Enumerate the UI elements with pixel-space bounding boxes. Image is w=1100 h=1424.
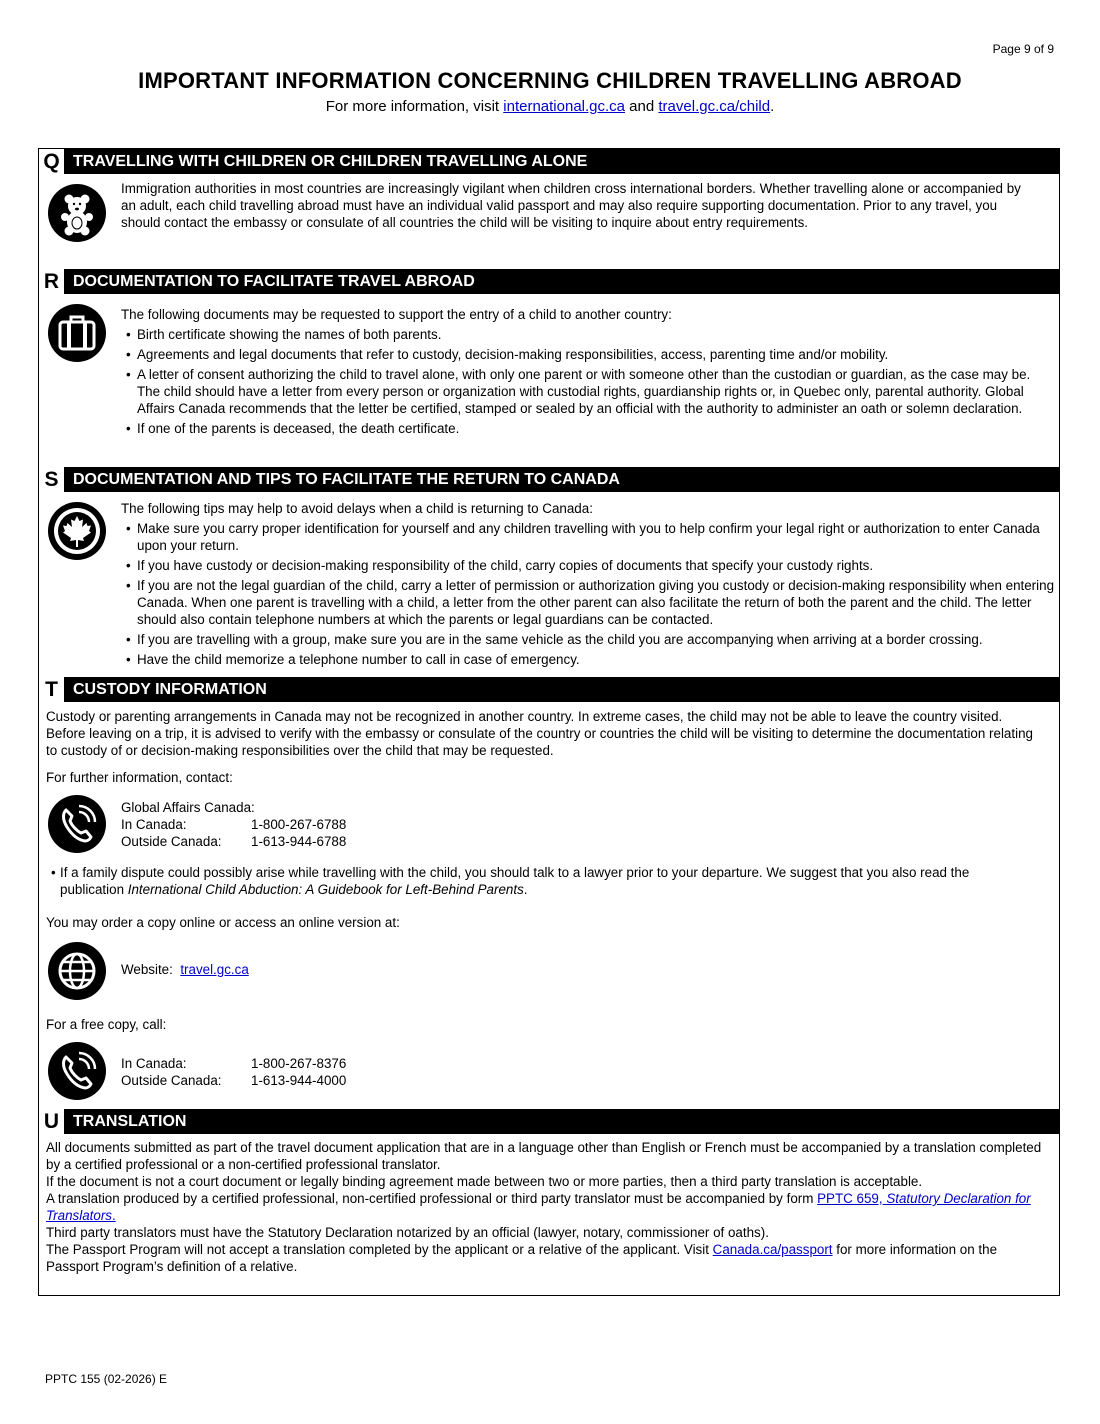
phone-icon xyxy=(48,795,106,853)
outside-canada-number: 1-613-944-6788 xyxy=(251,834,347,849)
translation-p5-end: for more information on the Passport Program’s definition of a relative. xyxy=(46,1242,998,1274)
list-item: • If you are not the legal guardian of the child, carry a letter of permission or authorization giving you custody or decision-making responsibility when entering Canada. When one parent is travelling with a child, a letter from the other parent can also facilitate the return of both the parent and the child. The letter should also contain telephone numbers at which the parents or legal guardians can be contacted. xyxy=(121,577,1056,628)
contact-row xyxy=(121,833,346,850)
translation-p4: Third party translators must have the Statutory Declaration notarized by an official (lawyer, notary, commissioner of oaths). xyxy=(46,1225,769,1240)
list-item: • A letter of consent authorizing the child to travel alone, with only one parent or with someone other than the custodian or guardian, as the case may be. The child should have a letter from every person or organization with custodial rights, guardianship rights or, in Quebec only, parental authority. Global Affairs Canada recommends that the letter be certified, stamped or sealed by an official with the authority to administer an oath or solemn declaration. xyxy=(121,366,1056,417)
list-item: • Have the child memorize a telephone number to call in case of emergency. xyxy=(121,651,1056,668)
page-title: IMPORTANT INFORMATION CONCERNING CHILDREN TRAVELLING ABROAD xyxy=(138,68,962,93)
section-q-letter: Q xyxy=(39,149,64,174)
maple-leaf-icon xyxy=(48,502,106,560)
form-footer: PPTC 155 (02-2026) E xyxy=(45,1372,168,1386)
globe-icon xyxy=(48,942,106,1000)
section-t-header xyxy=(39,677,1059,702)
website-line xyxy=(121,961,249,978)
in-canada-label: In Canada: xyxy=(121,817,187,832)
list-item: • If one of the parents is deceased, the death certificate. xyxy=(121,420,1056,437)
section-s-intro: The following tips may help to avoid delays when a child is returning to Canada: xyxy=(121,501,593,516)
subtitle-suffix: . xyxy=(770,98,775,115)
contact-global-affairs xyxy=(121,799,346,850)
page-number: Page 9 of 9 xyxy=(992,42,1054,56)
in-canada-label: In Canada: xyxy=(121,1056,187,1071)
website-label: Website: xyxy=(121,962,173,977)
list-item: • Agreements and legal documents that refer to custody, decision-making responsibilities, access, parenting time and/or mobility. xyxy=(121,346,1056,363)
statutory-declaration-label: Statutory Declaration for Translators xyxy=(46,1191,1031,1223)
pptc-659-label: PPTC 659, xyxy=(817,1191,887,1206)
section-r-letter: R xyxy=(39,269,64,294)
list-item: • Make sure you carry proper identification for yourself and any children travelling with you to help confirm your legal right or authorization to enter Canada upon your return. xyxy=(121,520,1056,554)
dispute-text: If a family dispute could possibly arise while travelling with the child, you should talk to a lawyer prior to your departure. We suggest that you also read the publication xyxy=(60,865,970,897)
section-r-intro: The following documents may be requested to support the entry of a child to another country: xyxy=(121,307,672,322)
section-s-letter: S xyxy=(39,467,64,492)
dispute-list-item xyxy=(46,864,1036,898)
list-item: • If you have custody or decision-making responsibility of the child, carry copies of documents that specify your custody rights. xyxy=(121,557,1056,574)
phone-icon xyxy=(48,1042,106,1100)
list-item: • If you are travelling with a group, make sure you are in the same vehicle as the child you are accompanying when arriving at a border crossing. xyxy=(121,631,1056,648)
dispute-end: . xyxy=(523,882,528,897)
translation-p5-text: The Passport Program will not accept a translation completed by the applicant or a relative of the applicant. Visit xyxy=(46,1242,713,1257)
order-copy-text: You may order a copy online or access an online version at: xyxy=(46,915,400,930)
section-t-paragraph: Custody or parenting arrangements in Canada may not be recognized in another country. In extreme cases, the child may not be able to leave the country visited. Before leaving on a trip, it is advised to verify with the embassy or consulate of the country or countries the child will be visiting to determine the documentation relating to custody of or decision-making responsibilities over the child that may be requested. xyxy=(46,709,1033,758)
travel-gc-link[interactable]: travel.gc.ca xyxy=(180,962,249,977)
free-copy-text: For a free copy, call: xyxy=(46,1017,167,1032)
section-r-heading: DOCUMENTATION TO FACILITATE TRAVEL ABROAD xyxy=(73,273,475,290)
section-t-heading: CUSTODY INFORMATION xyxy=(73,681,267,698)
in-canada-number: 1-800-267-8376 xyxy=(251,1056,347,1071)
further-info-text: For further information, contact: xyxy=(46,770,233,785)
outside-canada-label: Outside Canada: xyxy=(121,834,222,849)
outside-canada-label: Outside Canada: xyxy=(121,1073,222,1088)
international-link[interactable]: international.gc.ca xyxy=(503,98,626,115)
translation-p3-end: . xyxy=(111,1208,116,1223)
contact-row xyxy=(121,1055,346,1072)
page-subtitle xyxy=(0,98,1100,115)
contact-row xyxy=(121,816,346,833)
section-s-body xyxy=(121,500,1056,668)
contact-org: Global Affairs Canada: xyxy=(121,800,255,815)
contact-row xyxy=(121,1072,346,1089)
section-r-header xyxy=(39,269,1059,294)
section-u-letter: U xyxy=(39,1109,64,1134)
contact-free-copy xyxy=(121,1055,346,1089)
section-u-header xyxy=(39,1109,1059,1134)
section-r-body xyxy=(121,306,1056,437)
translation-p3 xyxy=(46,1190,1046,1224)
section-t-letter: T xyxy=(39,677,64,702)
travel-child-link[interactable]: travel.gc.ca/child xyxy=(658,98,771,115)
subtitle-prefix: For more information, visit xyxy=(325,98,504,115)
in-canada-number: 1-800-267-6788 xyxy=(251,817,347,832)
teddy-bear-icon xyxy=(48,184,106,242)
outside-canada-number: 1-613-944-4000 xyxy=(251,1073,347,1088)
translation-p2: If the document is not a court document or legally binding agreement made between two or more parties, then a third party translation is acceptable. xyxy=(46,1174,923,1189)
dispute-note xyxy=(46,864,1036,898)
section-s-header xyxy=(39,467,1059,492)
content-frame xyxy=(38,148,1060,1296)
publication-title: International Child Abduction: A Guidebook for Left-Behind Parents xyxy=(127,882,524,897)
list-item: • Birth certificate showing the names of both parents. xyxy=(121,326,1056,343)
section-q-header xyxy=(39,149,1059,174)
canada-passport-link[interactable]: Canada.ca/passport xyxy=(712,1242,833,1257)
section-q-heading: TRAVELLING WITH CHILDREN OR CHILDREN TRAVELLING ALONE xyxy=(73,153,588,170)
section-u-body xyxy=(46,1139,1046,1275)
translation-p3-text: A translation produced by a certified professional, non-certified professional or third party translator must be accompanied by form xyxy=(46,1191,818,1206)
section-s-heading: DOCUMENTATION AND TIPS TO FACILITATE THE RETURN TO CANADA xyxy=(73,471,620,488)
section-u-heading: TRANSLATION xyxy=(73,1113,187,1130)
subtitle-mid: and xyxy=(625,98,659,115)
suitcase-icon xyxy=(48,304,106,362)
translation-p1: All documents submitted as part of the travel document application that are in a language other than English or French must be accompanied by a translation completed by a certified professional or a non-certified professional translator. xyxy=(46,1140,1042,1172)
translation-p5 xyxy=(46,1241,1046,1275)
section-q-text: Immigration authorities in most countries are increasingly vigilant when children cross international borders. Whether travelling alone or accompanied by an adult, each child travelling abroad must have an individual valid passport and may also require supporting documentation. Prior to any travel, you should contact the embassy or consulate of all countries the child will be visiting to inquire about entry requirements. xyxy=(121,181,1021,230)
